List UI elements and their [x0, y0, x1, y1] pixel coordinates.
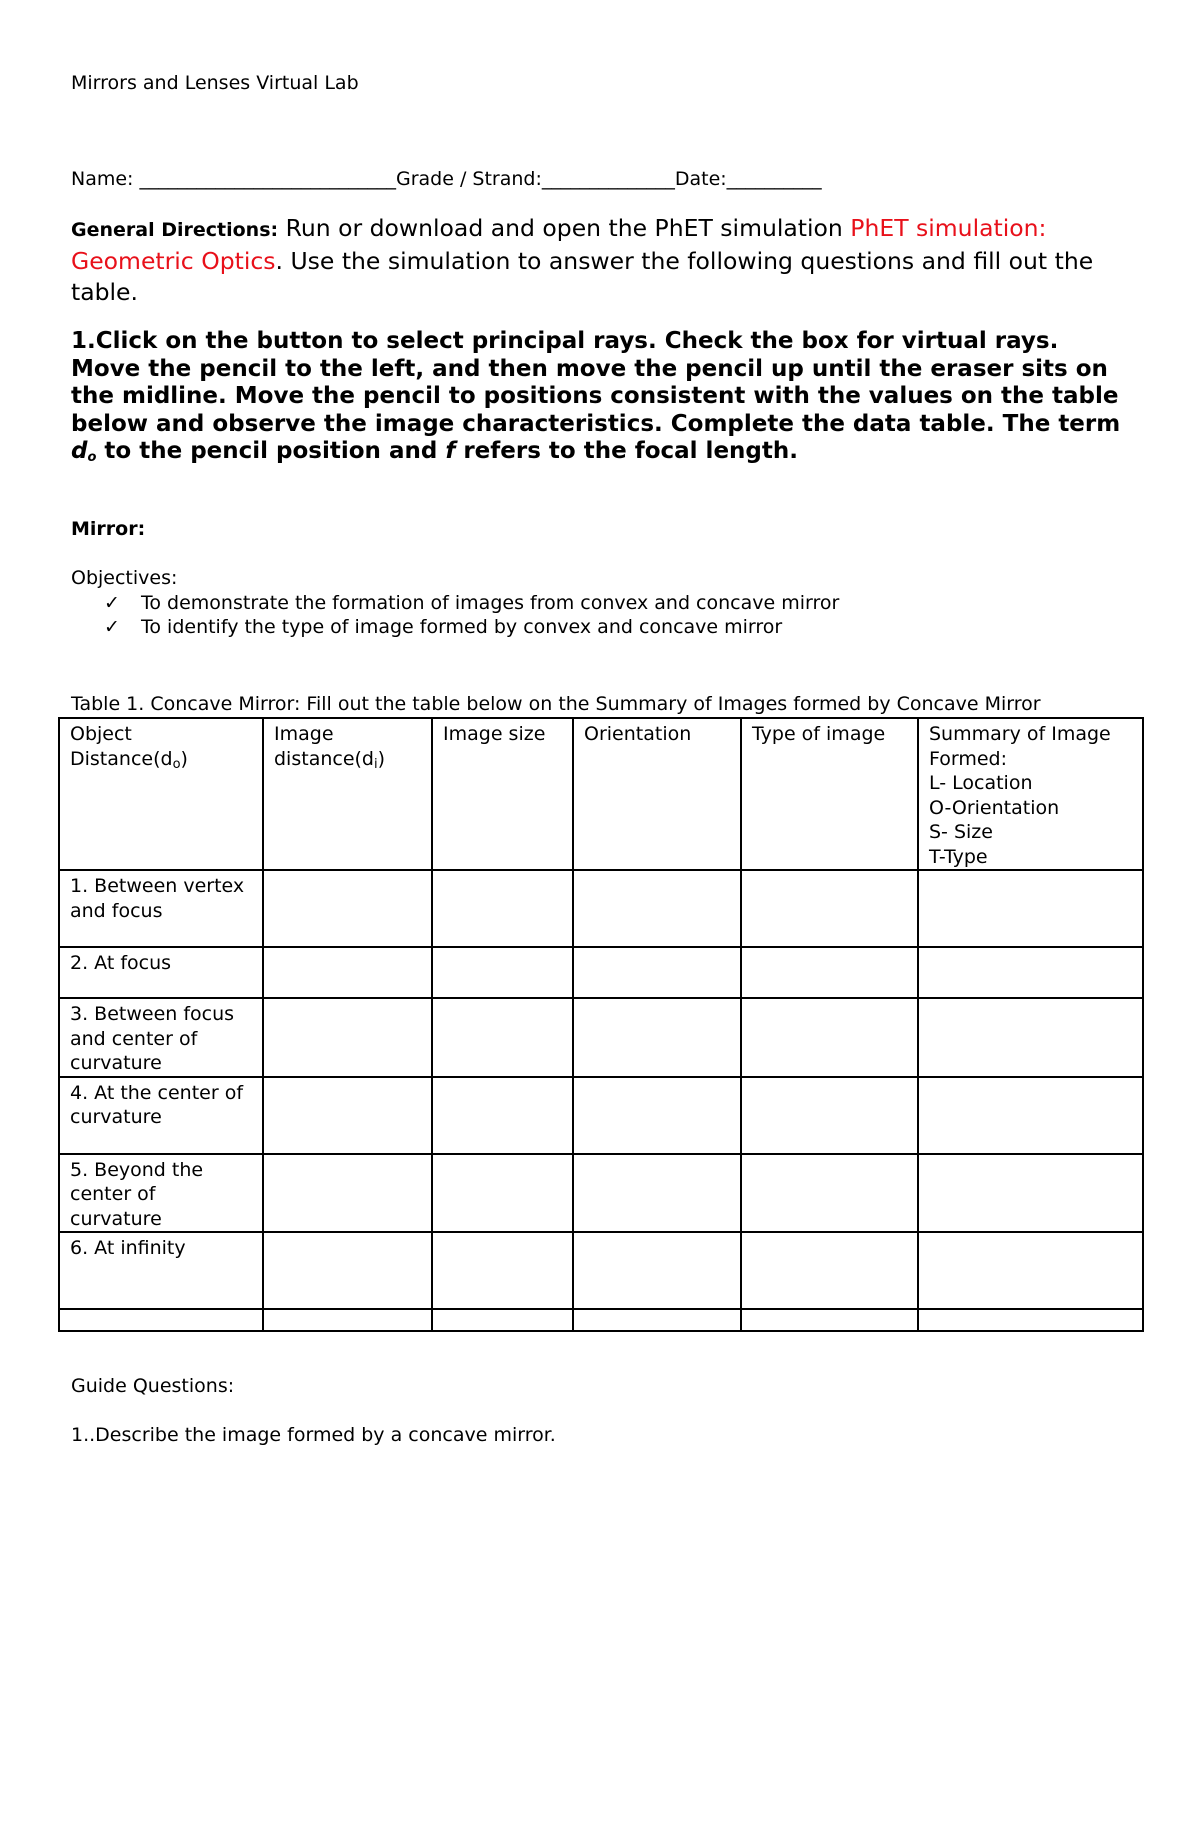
image-distance-cell[interactable]	[263, 998, 432, 1077]
name-grade-date-line: Name: ___________________________Grade / Strand:______________Date:__________	[71, 168, 822, 190]
image-distance-cell[interactable]	[263, 1232, 432, 1309]
summary-cell[interactable]	[918, 998, 1143, 1077]
instruction-part-1: 1.Click on the button to select principal rays. Check the box for virtual rays. Move the pencil to the left, and then move the pencil up until the eraser sits on the midline. Move the pencil to positions consistent with the values on the table below and observe the image characteristics. Complete the data table. The term	[71, 328, 1121, 437]
mirror-section-heading: Mirror:	[71, 518, 146, 540]
general-directions	[71, 213, 1131, 308]
objective-text: To demonstrate the formation of images from convex and concave mirror	[141, 592, 840, 614]
image-size-cell[interactable]	[432, 1154, 573, 1233]
row-label-cell: 2. At focus	[59, 947, 263, 998]
table-caption: Table 1. Concave Mirror: Fill out the table below on the Summary of Images formed by Concave Mirror	[71, 693, 1041, 715]
header-orientation: Orientation	[573, 718, 741, 870]
row-label-cell: 5. Beyond the center of curvature	[59, 1154, 263, 1233]
checkmark-icon: ✓	[104, 616, 120, 638]
summary-cell[interactable]	[918, 1077, 1143, 1154]
empty-cell[interactable]	[573, 1309, 741, 1331]
type-of-image-cell[interactable]	[741, 1077, 918, 1154]
image-size-cell[interactable]	[432, 870, 573, 947]
row-label-cell: 3. Between focus and center of curvature	[59, 998, 263, 1077]
type-of-image-cell[interactable]	[741, 870, 918, 947]
table-row	[59, 998, 1143, 1077]
orientation-cell[interactable]	[573, 1232, 741, 1309]
orientation-cell[interactable]	[573, 1077, 741, 1154]
instruction-part-3: refers to the focal length.	[455, 438, 798, 464]
checkmark-icon: ✓	[104, 592, 120, 614]
orientation-cell[interactable]	[573, 998, 741, 1077]
image-size-cell[interactable]	[432, 1232, 573, 1309]
empty-cell[interactable]	[59, 1309, 263, 1331]
table-row-empty	[59, 1309, 1143, 1331]
table-row	[59, 947, 1143, 998]
orientation-cell[interactable]	[573, 1154, 741, 1233]
type-of-image-cell[interactable]	[741, 947, 918, 998]
summary-cell[interactable]	[918, 1154, 1143, 1233]
summary-cell[interactable]	[918, 947, 1143, 998]
image-distance-cell[interactable]	[263, 1154, 432, 1233]
directions-text-after: . Use the simulation to answer the following questions and fill out the table.	[71, 247, 1094, 306]
empty-cell[interactable]	[432, 1309, 573, 1331]
empty-cell[interactable]	[263, 1309, 432, 1331]
header-type-of-image: Type of image	[741, 718, 918, 870]
image-size-cell[interactable]	[432, 947, 573, 998]
directions-text-before: Run or download and open the PhET simulation	[278, 214, 851, 242]
summary-cell[interactable]	[918, 1232, 1143, 1309]
concave-mirror-table	[58, 717, 1144, 1332]
type-of-image-cell[interactable]	[741, 1232, 918, 1309]
summary-cell[interactable]	[918, 870, 1143, 947]
objective-item	[104, 615, 839, 639]
image-distance-cell[interactable]	[263, 947, 432, 998]
phet-simulation-link[interactable]: PhET simulation: Geometric Optics	[71, 214, 1047, 275]
table-row	[59, 870, 1143, 947]
image-distance-cell[interactable]	[263, 870, 432, 947]
header-summary-of-image: Summary of Image Formed: L- Location O-Orientation S- Size T-Type	[918, 718, 1143, 870]
header-image-distance: Image $distance(d_i)$	[263, 718, 432, 870]
row-label-cell: 1. Between vertex and focus	[59, 870, 263, 947]
term-f: f	[445, 438, 456, 464]
empty-cell[interactable]	[741, 1309, 918, 1331]
instruction-part-2: to the pencil position and	[96, 438, 446, 464]
objectives-label: Objectives:	[71, 567, 178, 589]
objectives-list	[104, 591, 839, 639]
general-directions-label: General Directions:	[71, 219, 279, 241]
type-of-image-cell[interactable]	[741, 1154, 918, 1233]
row-label-cell: 4. At the center of curvature	[59, 1077, 263, 1154]
row-label-cell: 6. At infinity	[59, 1232, 263, 1309]
guide-questions-label: Guide Questions:	[71, 1375, 235, 1397]
header-object-distance: Object $Distance(d_o)$	[59, 718, 263, 870]
orientation-cell[interactable]	[573, 947, 741, 998]
table-row	[59, 1232, 1143, 1309]
table-header-row	[59, 718, 1143, 870]
empty-cell[interactable]	[918, 1309, 1143, 1331]
document-header-title: Mirrors and Lenses Virtual Lab	[71, 72, 359, 94]
term-do: d	[71, 438, 88, 464]
orientation-cell[interactable]	[573, 870, 741, 947]
header-image-size: Image size	[432, 718, 573, 870]
table-row	[59, 1154, 1143, 1233]
guide-question-1: 1..Describe the image formed by a concave mirror.	[71, 1424, 556, 1446]
type-of-image-cell[interactable]	[741, 998, 918, 1077]
image-size-cell[interactable]	[432, 1077, 573, 1154]
table-row	[59, 1077, 1143, 1154]
objective-item	[104, 591, 839, 615]
image-distance-cell[interactable]	[263, 1077, 432, 1154]
image-size-cell[interactable]	[432, 998, 573, 1077]
term-do-subscript: o	[87, 450, 97, 465]
objective-text: To identify the type of image formed by convex and concave mirror	[141, 616, 783, 638]
instruction-paragraph	[71, 328, 1131, 472]
